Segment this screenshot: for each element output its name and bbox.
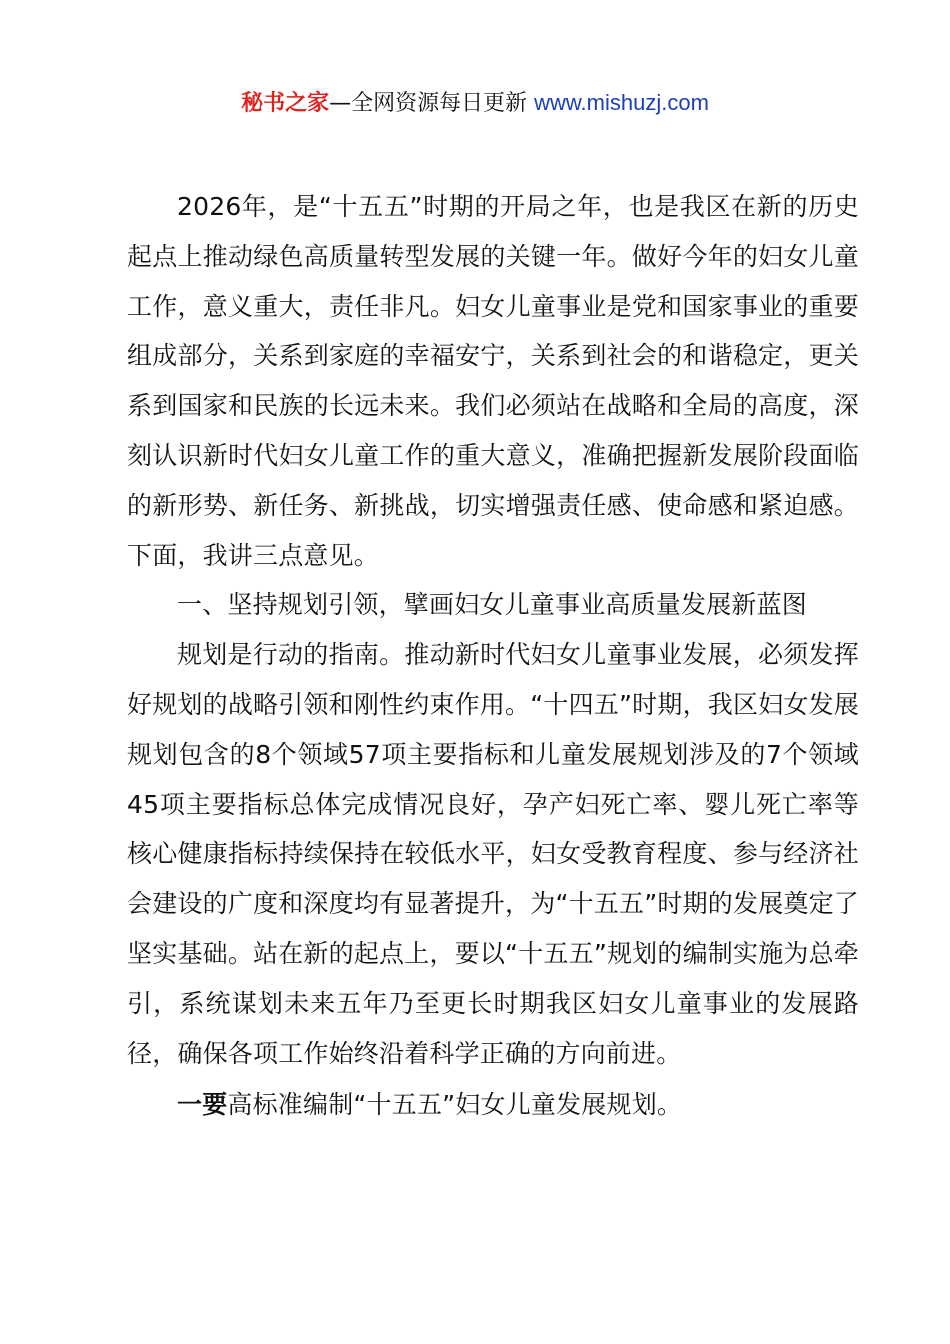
- site-url-link[interactable]: www.mishuzj.com: [534, 90, 709, 115]
- site-brand: 秘书之家: [241, 91, 330, 116]
- paragraph-planning: 规划是行动的指南。推动新时代妇女儿童事业发展，必须发挥好规划的战略引领和刚性约束作用。“十四五”时期，我区妇女发展规划包含的8个领域57项主要指标和儿童发展规划涉及的7个领域45项主要指标总体完成情况良好，孕产妇死亡率、婴儿死亡率等核心健康指标持续保持在较低水平，妇女受教育程度、参与经济社会建设的广度和深度均有显著提升，为“十五五”时期的发展奠定了坚实基础。站在新的起点上，要以“十五五”规划的编制实施为总牵引，系统谋划未来五年乃至更长时期我区妇女儿童事业的发展路径，确保各项工作始终沿着科学正确的方向前进。: [127, 640, 859, 1068]
- site-tagline: —全网资源每日更新: [329, 91, 535, 116]
- paragraph-first-point: [127, 1080, 859, 1130]
- first-point-lead: 一要: [177, 1090, 228, 1120]
- document-body: [127, 182, 859, 1130]
- first-point-text: 高标准编制“十五五”妇女儿童发展规划。: [227, 1090, 683, 1120]
- site-header: [0, 88, 950, 119]
- section-heading-1: 一、坚持规划引领，擘画妇女儿童事业高质量发展新蓝图: [177, 590, 808, 620]
- paragraph-intro: 2026年，是“十五五”时期的开局之年，也是我区在新的历史起点上推动绿色高质量转型发展的关键一年。做好今年的妇女儿童工作，意义重大，责任非凡。妇女儿童事业是党和国家事业的重要组成部分，关系到家庭的幸福安宁，关系到社会的和谐稳定，更关系到国家和民族的长远未来。我们必须站在战略和全局的高度，深刻认识新时代妇女儿童工作的重大意义，准确把握新发展阶段面临的新形势、新任务、新挑战，切实增强责任感、使命感和紧迫感。下面，我讲三点意见。: [127, 192, 859, 570]
